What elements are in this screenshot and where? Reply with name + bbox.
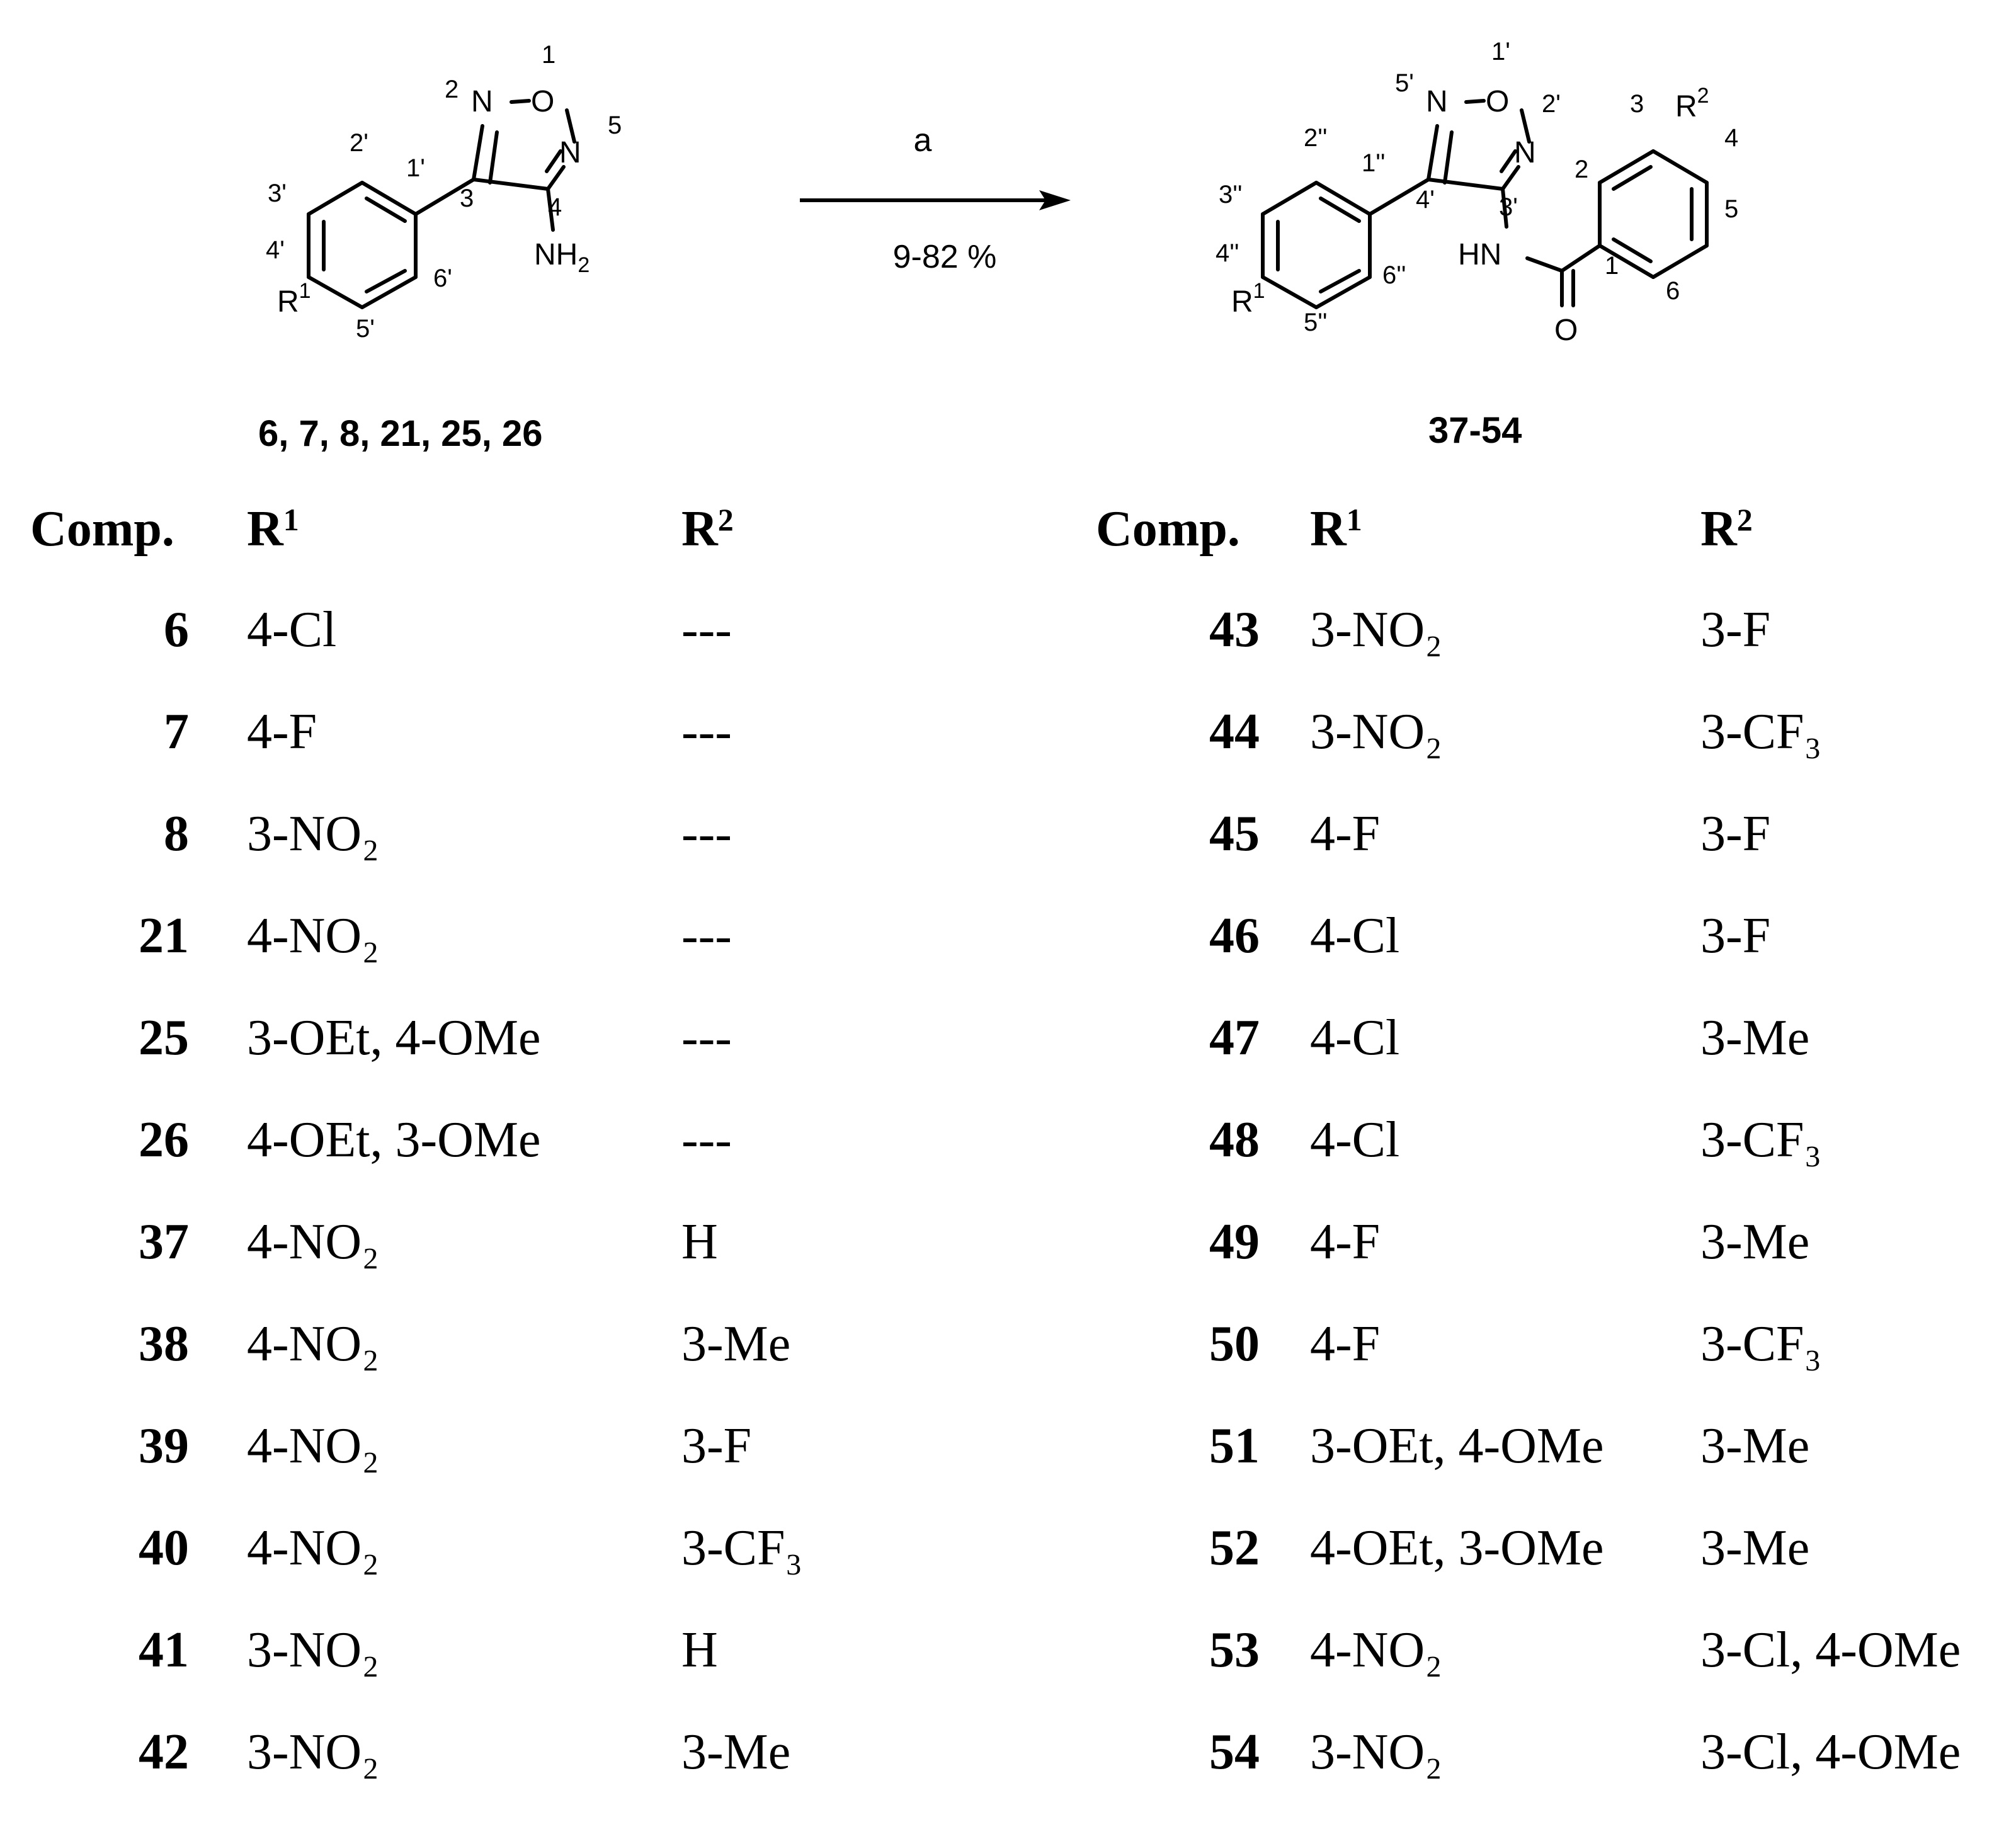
- table-row: [1064, 1622, 2016, 1688]
- product-num-6pp: 6'': [1382, 261, 1406, 289]
- compound-number: 7: [164, 704, 189, 760]
- table-row: [0, 1112, 1008, 1178]
- reactant-nh2: $NH_2$: [534, 238, 590, 277]
- r1-substituent: 3-NO₂: [1310, 704, 1443, 760]
- table-row: [1064, 704, 2016, 770]
- product-num-5p: 5': [1395, 69, 1414, 97]
- compound-number: 8: [164, 806, 189, 862]
- reactant-num-4p: 4': [266, 236, 285, 264]
- r2-substituent: 3-F: [1700, 602, 1771, 658]
- table-row: [1064, 806, 2016, 872]
- left-header-r1: $R^1$: [247, 501, 299, 557]
- r1-substituent: 3-NO₂: [1310, 602, 1443, 658]
- r1-substituent: 4-Cl: [247, 602, 337, 658]
- r2-substituent: 3-CF₃: [1700, 704, 1822, 760]
- right-header-comp: Comp.: [1096, 501, 1240, 557]
- r1-substituent: 3-NO₂: [247, 1622, 380, 1678]
- reaction-scheme-svg: [0, 0, 2016, 479]
- r2-substituent: 3-CF₃: [1700, 1316, 1822, 1372]
- r2-substituent: 3-Me: [681, 1724, 791, 1780]
- reaction-arrow: [800, 190, 1071, 210]
- product-num-3p: 3': [1499, 193, 1518, 221]
- compound-number: 39: [139, 1418, 189, 1474]
- r1-substituent: 3-NO₂: [1310, 1724, 1443, 1780]
- table-row: [0, 1724, 1008, 1790]
- r1-substituent: 4-NO₂: [247, 1520, 380, 1576]
- r1-substituent: 4-OEt, 3-OMe: [1310, 1520, 1604, 1576]
- right-header-r2: $R^2$: [1700, 501, 1753, 557]
- r2-substituent: ---: [681, 602, 732, 658]
- compound-number: 53: [1209, 1622, 1260, 1678]
- r2-substituent: H: [681, 1214, 718, 1270]
- compound-number: 49: [1209, 1214, 1260, 1270]
- compound-number: 52: [1209, 1520, 1260, 1576]
- compound-number: 45: [1209, 806, 1260, 862]
- r2-substituent: ---: [681, 806, 732, 862]
- r2-substituent: 3-Me: [681, 1316, 791, 1372]
- table-row: [1064, 1724, 2016, 1790]
- r2-substituent: 3-F: [1700, 806, 1771, 862]
- reactant-num-1: 1: [542, 41, 556, 69]
- r1-substituent: 4-F: [1310, 1316, 1381, 1372]
- product-num-3pp: 3'': [1219, 181, 1243, 208]
- product-compound-label: 37-54: [1428, 410, 1522, 451]
- r2-substituent: ---: [681, 1112, 732, 1168]
- compound-number: 47: [1209, 1010, 1260, 1066]
- product-atom-n5: N: [1426, 85, 1448, 118]
- table-row: [0, 704, 1008, 770]
- compound-number: 48: [1209, 1112, 1260, 1168]
- benzoyl-num-1: 1: [1605, 252, 1619, 280]
- table-row: [1064, 1418, 2016, 1484]
- table-row: [1064, 1520, 2016, 1586]
- table-row: [1064, 1010, 2016, 1076]
- compound-number: 25: [139, 1010, 189, 1066]
- compound-number: 54: [1209, 1724, 1260, 1780]
- product-num-2p: 2': [1542, 90, 1561, 118]
- product-num-2pp: 2'': [1304, 124, 1328, 152]
- compound-number: 50: [1209, 1316, 1260, 1372]
- product-phenyl-ring: [1263, 183, 1370, 307]
- r1-substituent: 3-OEt, 4-OMe: [247, 1010, 541, 1066]
- benzoyl-num-5: 5: [1724, 195, 1739, 223]
- arrow-yield: 9-82 %: [892, 239, 997, 275]
- table-row: [1064, 1214, 2016, 1280]
- r1-substituent: 3-NO₂: [247, 1724, 380, 1780]
- compound-number: 40: [139, 1520, 189, 1576]
- table-row: [0, 1418, 1008, 1484]
- table-row: [0, 602, 1008, 668]
- r1-substituent: 3-OEt, 4-OMe: [1310, 1418, 1604, 1474]
- table-row: [0, 1622, 1008, 1688]
- reactant-num-5p: 5': [356, 315, 375, 343]
- r1-substituent: 4-OEt, 3-OMe: [247, 1112, 541, 1168]
- r2-substituent: ---: [681, 1010, 732, 1066]
- left-compound-table: [0, 501, 1008, 1780]
- reactant-r1: $R^1$: [277, 279, 311, 319]
- reactant-num-2: 2: [445, 76, 459, 103]
- reactant-num-6p: 6': [433, 265, 452, 292]
- reactant-atom-n2: N: [471, 85, 493, 118]
- compound-number: 37: [139, 1214, 189, 1270]
- product-r1: $R^1$: [1231, 279, 1265, 319]
- product-num-4pp: 4'': [1216, 239, 1239, 267]
- r2-substituent: 3-CF₃: [681, 1520, 803, 1576]
- left-header-r2: $R^2$: [681, 501, 734, 557]
- reactant-atom-n5: N: [559, 136, 581, 169]
- r1-substituent: 4-F: [247, 704, 317, 760]
- compound-number: 41: [139, 1622, 189, 1678]
- r1-substituent: 4-Cl: [1310, 1112, 1400, 1168]
- product-atom-n2: N: [1514, 136, 1536, 169]
- r2-substituent: ---: [681, 908, 732, 964]
- product-num-4p: 4': [1416, 186, 1435, 214]
- reactant-num-2p: 2': [350, 129, 368, 157]
- r1-substituent: 4-F: [1310, 806, 1381, 862]
- reactant-num-3: 3: [460, 185, 474, 212]
- r1-substituent: 4-Cl: [1310, 908, 1400, 964]
- product-carbonyl-o: O: [1554, 314, 1578, 347]
- right-compound-table: [1064, 501, 2009, 1780]
- table-row: [1064, 1316, 2016, 1382]
- product-atom-o: O: [1486, 85, 1510, 118]
- table-row: [0, 806, 1008, 872]
- benzoyl-num-6: 6: [1666, 277, 1680, 305]
- r1-substituent: 3-NO₂: [247, 806, 380, 862]
- r2-substituent: 3-Me: [1700, 1010, 1810, 1066]
- product-num-5pp: 5'': [1304, 309, 1328, 336]
- reactant-atom-o: O: [531, 85, 555, 118]
- reactant-num-3p: 3': [268, 179, 287, 207]
- r1-substituent: 4-NO₂: [247, 1214, 380, 1270]
- r2-substituent: 3-Me: [1700, 1418, 1810, 1474]
- table-row: [1064, 602, 2016, 668]
- compound-number: 21: [139, 908, 189, 964]
- reactant-num-4: 4: [548, 193, 562, 221]
- table-row: [1064, 1112, 2016, 1178]
- r1-substituent: 4-NO₂: [247, 908, 380, 964]
- r2-substituent: 3-Me: [1700, 1520, 1810, 1576]
- r1-substituent: 4-F: [1310, 1214, 1381, 1270]
- r2-substituent: 3-Me: [1700, 1214, 1810, 1270]
- amide-linkage: [1527, 246, 1600, 305]
- compound-number: 46: [1209, 908, 1260, 964]
- table-row: [0, 908, 1008, 974]
- r2-substituent: 3-F: [1700, 908, 1771, 964]
- compound-number: 38: [139, 1316, 189, 1372]
- r2-substituent: 3-Cl, 4-OMe: [1700, 1724, 1961, 1780]
- compound-number: 6: [164, 602, 189, 658]
- product-num-1p: 1': [1491, 38, 1510, 65]
- r2-substituent: 3-F: [681, 1418, 752, 1474]
- benzoyl-num-2: 2: [1575, 156, 1589, 183]
- reactant-num-1p: 1': [406, 154, 425, 182]
- reactant-num-5: 5: [608, 111, 622, 139]
- compound-number: 44: [1209, 704, 1260, 760]
- compound-number: 42: [139, 1724, 189, 1780]
- r2-substituent: 3-CF₃: [1700, 1112, 1822, 1168]
- product-num-1pp: 1'': [1362, 149, 1386, 177]
- r1-substituent: 4-NO₂: [1310, 1622, 1443, 1678]
- table-row: [0, 1010, 1008, 1076]
- r2-substituent: ---: [681, 704, 732, 760]
- table-row: [0, 1316, 1008, 1382]
- r2-substituent: 3-Cl, 4-OMe: [1700, 1622, 1961, 1678]
- compound-number: 51: [1209, 1418, 1260, 1474]
- reactant-phenyl-ring: [309, 183, 416, 307]
- r1-substituent: 4-Cl: [1310, 1010, 1400, 1066]
- product-hn: HN: [1458, 238, 1502, 271]
- table-row: [1064, 908, 2016, 974]
- benzoyl-num-3: 3: [1630, 90, 1644, 118]
- r1-substituent: 4-NO₂: [247, 1418, 380, 1474]
- benzoyl-num-4: 4: [1724, 124, 1739, 152]
- left-header-comp: Comp.: [30, 501, 174, 557]
- arrow-condition: a: [913, 122, 932, 159]
- compound-number: 43: [1209, 602, 1260, 658]
- reactant-compound-label: 6, 7, 8, 21, 25, 26: [258, 413, 543, 454]
- table-row: [0, 1214, 1008, 1280]
- r2-substituent: H: [681, 1622, 718, 1678]
- compound-number: 26: [139, 1112, 189, 1168]
- table-row: [0, 1520, 1008, 1586]
- right-header-r1: $R^1$: [1310, 501, 1362, 557]
- r1-substituent: 4-NO₂: [247, 1316, 380, 1372]
- product-r2: $R^2$: [1675, 84, 1709, 123]
